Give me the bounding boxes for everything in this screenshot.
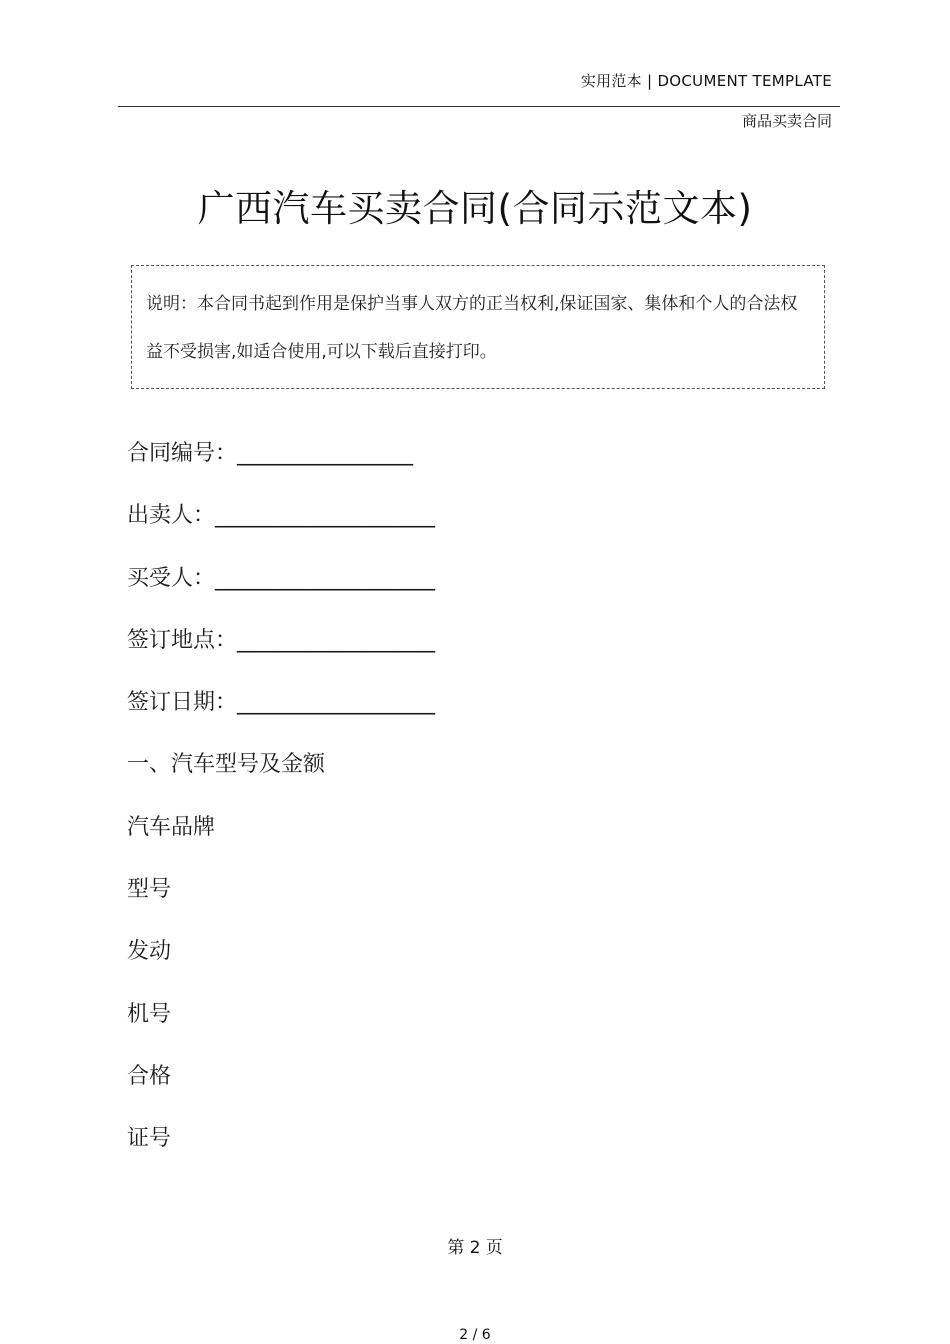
note-box: 说明：本合同书起到作用是保护当事人双方的正当权利,保证国家、集体和个人的合法权益不受损害,如适合使用,可以下载后直接打印。 bbox=[131, 265, 825, 389]
document-body bbox=[127, 432, 435, 1180]
section-heading: 一、汽车型号及金额 bbox=[127, 752, 326, 778]
body-line: 证号 bbox=[127, 1126, 172, 1152]
body-line: 发动 bbox=[127, 939, 172, 965]
signing-place-field: 签订地点：__________________ bbox=[127, 627, 436, 653]
signing-date-field: 签订日期：__________________ bbox=[127, 690, 436, 716]
body-line: 汽车品牌 bbox=[127, 814, 216, 840]
body-line: 合格 bbox=[127, 1063, 172, 1089]
body-line: 机号 bbox=[127, 1001, 172, 1027]
header-subtitle: 商品买卖合同 bbox=[741, 112, 832, 130]
header-divider bbox=[118, 106, 840, 107]
seller-field: 出卖人：____________________ bbox=[127, 503, 436, 529]
page-count: 2 / 6 bbox=[459, 1327, 491, 1343]
document-title: 广西汽车买卖合同(合同示范文本) bbox=[197, 187, 753, 230]
body-line: 型号 bbox=[127, 877, 172, 903]
header-tag: 实用范本 | DOCUMENT TEMPLATE bbox=[580, 72, 832, 90]
contract-number-field: 合同编号：________________ bbox=[127, 441, 414, 466]
buyer-field: 买受人：____________________ bbox=[127, 565, 436, 591]
page-number: 第 2 页 bbox=[447, 1238, 503, 1258]
